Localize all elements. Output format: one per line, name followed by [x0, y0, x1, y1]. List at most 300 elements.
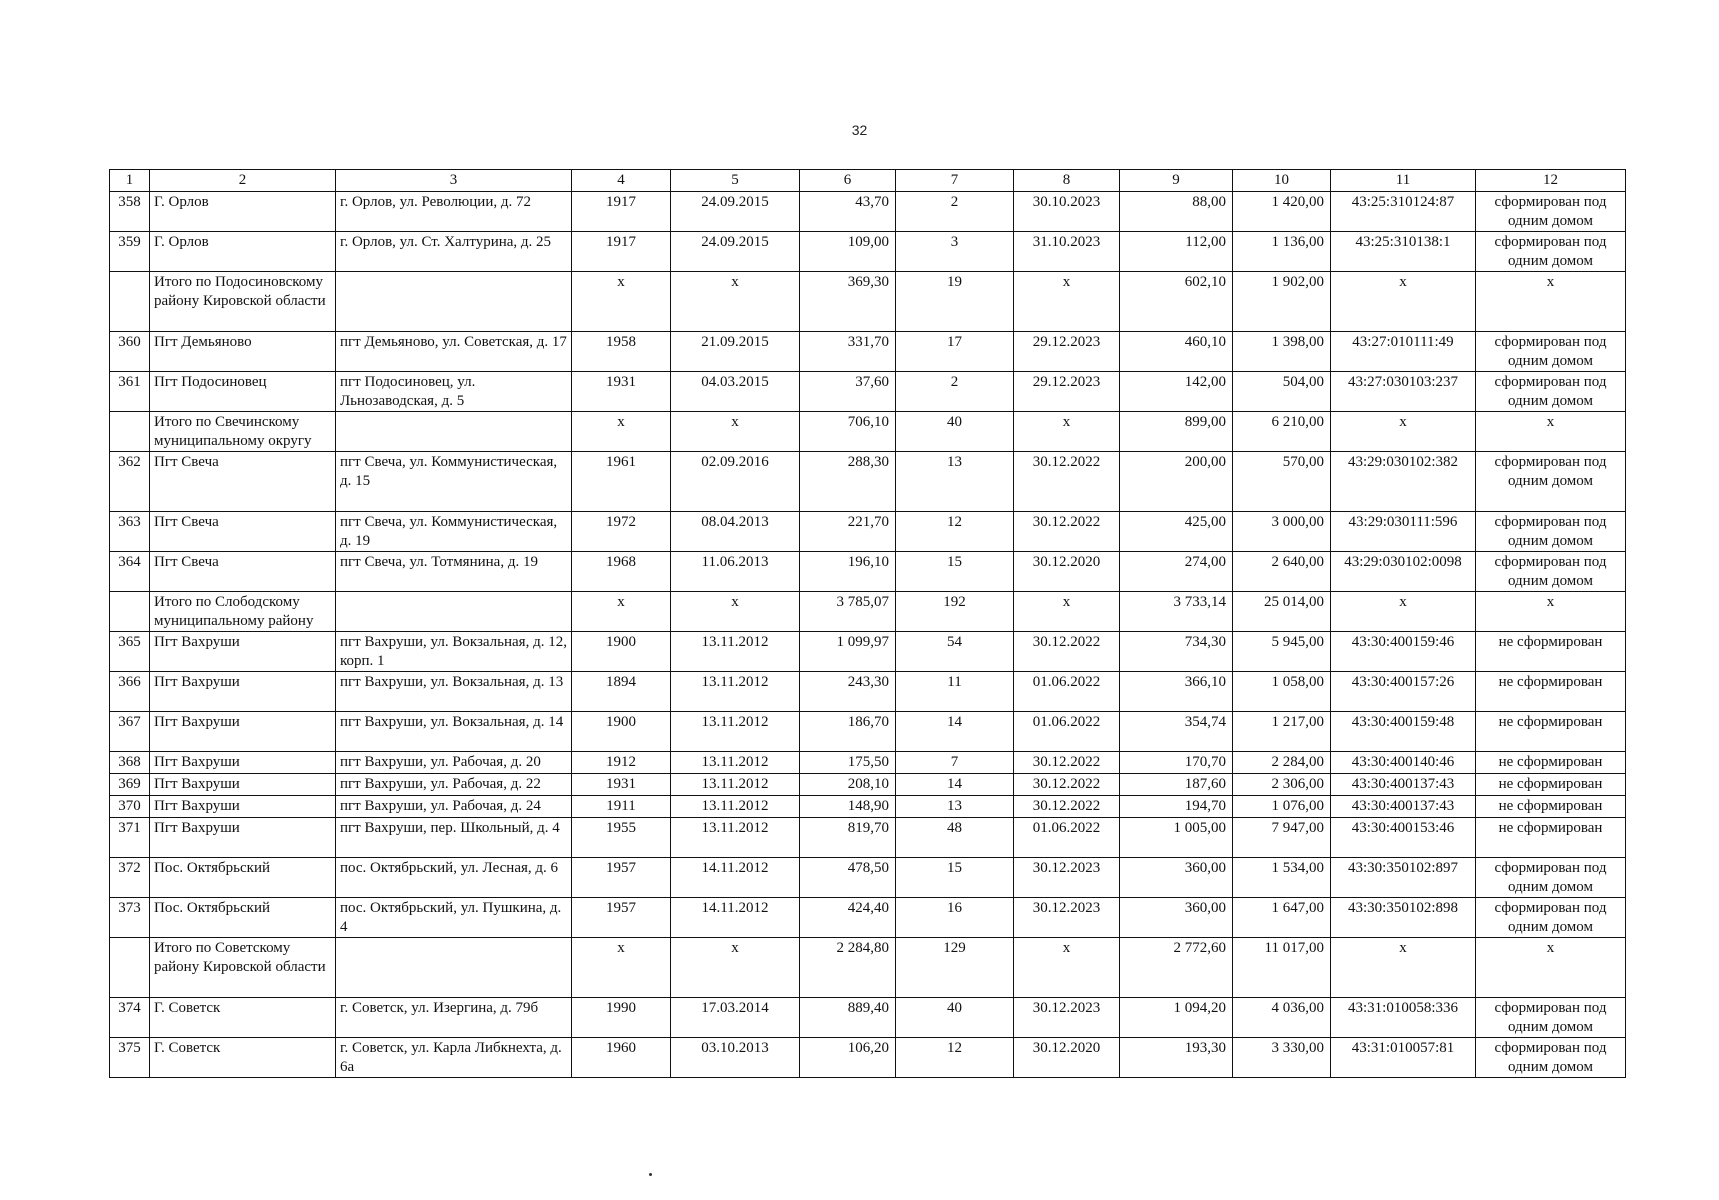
table-row [110, 452, 1626, 512]
land-area-cell: 193,30 [1120, 1038, 1233, 1078]
land-area-cell: 734,30 [1120, 632, 1233, 672]
recognition-date-cell: 03.10.2013 [671, 1038, 800, 1078]
table-row [110, 332, 1626, 372]
table-row [110, 232, 1626, 272]
resettlement-date-cell: 30.12.2023 [1014, 858, 1120, 898]
cadastre-number-cell: 43:30:400137:43 [1331, 774, 1476, 796]
row-number: 360 [110, 332, 150, 372]
year-cell: 1957 [572, 858, 671, 898]
cadastre-number-cell: 43:30:400137:43 [1331, 796, 1476, 818]
area-cell: 243,30 [800, 672, 896, 712]
land-status-cell: не сформирован [1476, 796, 1626, 818]
year-cell: 1961 [572, 452, 671, 512]
year-cell: 1931 [572, 372, 671, 412]
recognition-date-cell: 21.09.2015 [671, 332, 800, 372]
area-cell: 706,10 [800, 412, 896, 452]
cadastre-number-cell: 43:29:030102:0098 [1331, 552, 1476, 592]
recognition-date-cell: 08.04.2013 [671, 512, 800, 552]
amount-cell: 11 017,00 [1233, 938, 1331, 998]
land-status-cell: сформирован под одним домом [1476, 1038, 1626, 1078]
land-area-cell: 425,00 [1120, 512, 1233, 552]
col-header: 10 [1233, 170, 1331, 192]
land-area-cell: 194,70 [1120, 796, 1233, 818]
residents-cell: 19 [896, 272, 1014, 332]
locality-cell: Пгт Вахруши [150, 818, 336, 858]
area-cell: 148,90 [800, 796, 896, 818]
land-area-cell: 354,74 [1120, 712, 1233, 752]
land-area-cell: 360,00 [1120, 858, 1233, 898]
land-status-cell: не сформирован [1476, 672, 1626, 712]
row-number: 367 [110, 712, 150, 752]
land-status-cell: не сформирован [1476, 818, 1626, 858]
resettlement-date-cell: 29.12.2023 [1014, 372, 1120, 412]
resettlement-date-cell: 30.10.2023 [1014, 192, 1120, 232]
land-area-cell: 112,00 [1120, 232, 1233, 272]
area-cell: 331,70 [800, 332, 896, 372]
cadastre-number-cell: 43:27:030103:237 [1331, 372, 1476, 412]
land-status-cell: x [1476, 272, 1626, 332]
area-cell: 208,10 [800, 774, 896, 796]
cadastre-number-cell: x [1331, 412, 1476, 452]
address-cell [336, 272, 572, 332]
year-cell: 1917 [572, 192, 671, 232]
cadastre-number-cell: 43:27:010111:49 [1331, 332, 1476, 372]
address-cell: г. Советск, ул. Карла Либкнехта, д. 6а [336, 1038, 572, 1078]
amount-cell: 1 534,00 [1233, 858, 1331, 898]
resettlement-date-cell: 30.12.2022 [1014, 774, 1120, 796]
address-cell: пгт Вахруши, ул. Вокзальная, д. 13 [336, 672, 572, 712]
row-number: 358 [110, 192, 150, 232]
land-status-cell: сформирован под одним домом [1476, 998, 1626, 1038]
land-status-cell: x [1476, 592, 1626, 632]
col-header: 8 [1014, 170, 1120, 192]
land-status-cell: сформирован под одним домом [1476, 452, 1626, 512]
resettlement-date-cell: 30.12.2022 [1014, 632, 1120, 672]
resettlement-date-cell: 30.12.2020 [1014, 552, 1120, 592]
locality-cell: Пгт Вахруши [150, 672, 336, 712]
locality-cell: Итого по Свечинскому муниципальному округу [150, 412, 336, 452]
residents-cell: 13 [896, 796, 1014, 818]
recognition-date-cell: 14.11.2012 [671, 858, 800, 898]
area-cell: 186,70 [800, 712, 896, 752]
land-status-cell: сформирован под одним домом [1476, 858, 1626, 898]
table-row [110, 796, 1626, 818]
col-header: 3 [336, 170, 572, 192]
column-number-row [110, 170, 1626, 192]
area-cell: 175,50 [800, 752, 896, 774]
row-number: 369 [110, 774, 150, 796]
col-header: 5 [671, 170, 800, 192]
year-cell: 1911 [572, 796, 671, 818]
amount-cell: 7 947,00 [1233, 818, 1331, 858]
table-row [110, 552, 1626, 592]
amount-cell: 25 014,00 [1233, 592, 1331, 632]
year-cell: 1894 [572, 672, 671, 712]
address-cell: г. Орлов, ул. Революции, д. 72 [336, 192, 572, 232]
resettlement-date-cell: 30.12.2022 [1014, 452, 1120, 512]
area-cell: 221,70 [800, 512, 896, 552]
recognition-date-cell: 17.03.2014 [671, 998, 800, 1038]
col-header: 6 [800, 170, 896, 192]
row-number [110, 272, 150, 332]
row-number [110, 938, 150, 998]
address-cell: пгт Вахруши, ул. Вокзальная, д. 14 [336, 712, 572, 752]
subtotal-row [110, 592, 1626, 632]
cadastre-number-cell: 43:31:010057:81 [1331, 1038, 1476, 1078]
row-number: 374 [110, 998, 150, 1038]
residents-cell: 14 [896, 712, 1014, 752]
resettlement-date-cell: 01.06.2022 [1014, 672, 1120, 712]
amount-cell: 1 058,00 [1233, 672, 1331, 712]
amount-cell: 1 647,00 [1233, 898, 1331, 938]
locality-cell: Пгт Демьяново [150, 332, 336, 372]
residents-cell: 7 [896, 752, 1014, 774]
recognition-date-cell: 13.11.2012 [671, 796, 800, 818]
amount-cell: 504,00 [1233, 372, 1331, 412]
recognition-date-cell: x [671, 592, 800, 632]
address-cell: пгт Демьяново, ул. Советская, д. 17 [336, 332, 572, 372]
year-cell: 1955 [572, 818, 671, 858]
residents-cell: 3 [896, 232, 1014, 272]
amount-cell: 6 210,00 [1233, 412, 1331, 452]
address-cell [336, 592, 572, 632]
land-status-cell: не сформирован [1476, 774, 1626, 796]
resettlement-date-cell: 30.12.2022 [1014, 752, 1120, 774]
col-header: 11 [1331, 170, 1476, 192]
address-cell [336, 938, 572, 998]
col-header: 4 [572, 170, 671, 192]
cadastre-number-cell: x [1331, 272, 1476, 332]
cadastre-number-cell: 43:30:350102:897 [1331, 858, 1476, 898]
cadastre-number-cell: 43:25:310138:1 [1331, 232, 1476, 272]
table-row [110, 712, 1626, 752]
col-header: 7 [896, 170, 1014, 192]
address-cell: пгт Подосиновец, ул. Льнозаводская, д. 5 [336, 372, 572, 412]
land-area-cell: 460,10 [1120, 332, 1233, 372]
year-cell: x [572, 938, 671, 998]
area-cell: 288,30 [800, 452, 896, 512]
address-cell: пгт Свеча, ул. Коммунистическая, д. 15 [336, 452, 572, 512]
resettlement-date-cell: x [1014, 412, 1120, 452]
recognition-date-cell: 13.11.2012 [671, 774, 800, 796]
resettlement-date-cell: 30.12.2023 [1014, 898, 1120, 938]
land-status-cell: сформирован под одним домом [1476, 552, 1626, 592]
residents-cell: 40 [896, 998, 1014, 1038]
residents-cell: 192 [896, 592, 1014, 632]
residents-cell: 14 [896, 774, 1014, 796]
row-number: 375 [110, 1038, 150, 1078]
amount-cell: 1 902,00 [1233, 272, 1331, 332]
year-cell: x [572, 592, 671, 632]
cadastre-number-cell: 43:30:400157:26 [1331, 672, 1476, 712]
residents-cell: 12 [896, 512, 1014, 552]
cadastre-number-cell: 43:30:400140:46 [1331, 752, 1476, 774]
amount-cell: 2 284,00 [1233, 752, 1331, 774]
cadastre-number-cell: 43:30:400153:46 [1331, 818, 1476, 858]
amount-cell: 2 306,00 [1233, 774, 1331, 796]
recognition-date-cell: 11.06.2013 [671, 552, 800, 592]
amount-cell: 570,00 [1233, 452, 1331, 512]
page-number: 32 [851, 122, 868, 138]
amount-cell: 1 217,00 [1233, 712, 1331, 752]
amount-cell: 3 000,00 [1233, 512, 1331, 552]
amount-cell: 5 945,00 [1233, 632, 1331, 672]
address-cell: пгт Вахруши, пер. Школьный, д. 4 [336, 818, 572, 858]
year-cell: 1968 [572, 552, 671, 592]
table-row [110, 774, 1626, 796]
year-cell: 1912 [572, 752, 671, 774]
year-cell: 1972 [572, 512, 671, 552]
address-cell: пос. Октябрьский, ул. Лесная, д. 6 [336, 858, 572, 898]
row-number: 363 [110, 512, 150, 552]
land-area-cell: 170,70 [1120, 752, 1233, 774]
row-number: 373 [110, 898, 150, 938]
cadastre-number-cell: x [1331, 938, 1476, 998]
area-cell: 3 785,07 [800, 592, 896, 632]
area-cell: 196,10 [800, 552, 896, 592]
row-number: 372 [110, 858, 150, 898]
row-number: 361 [110, 372, 150, 412]
subtotal-row [110, 412, 1626, 452]
row-number: 364 [110, 552, 150, 592]
address-cell: пгт Вахруши, ул. Рабочая, д. 22 [336, 774, 572, 796]
land-status-cell: сформирован под одним домом [1476, 372, 1626, 412]
area-cell: 2 284,80 [800, 938, 896, 998]
residents-cell: 48 [896, 818, 1014, 858]
col-header: 1 [110, 170, 150, 192]
resettlement-date-cell: 31.10.2023 [1014, 232, 1120, 272]
table-row [110, 672, 1626, 712]
table-row [110, 632, 1626, 672]
locality-cell: Итого по Подосиновскому району Кировской области [150, 272, 336, 332]
amount-cell: 4 036,00 [1233, 998, 1331, 1038]
amount-cell: 1 420,00 [1233, 192, 1331, 232]
resettlement-date-cell: x [1014, 592, 1120, 632]
row-number: 362 [110, 452, 150, 512]
area-cell: 819,70 [800, 818, 896, 858]
land-status-cell: сформирован под одним домом [1476, 332, 1626, 372]
col-header: 12 [1476, 170, 1626, 192]
year-cell: 1900 [572, 712, 671, 752]
residents-cell: 13 [896, 452, 1014, 512]
land-status-cell: сформирован под одним домом [1476, 512, 1626, 552]
row-number: 359 [110, 232, 150, 272]
table-row [110, 192, 1626, 232]
resettlement-date-cell: 29.12.2023 [1014, 332, 1120, 372]
recognition-date-cell: x [671, 412, 800, 452]
land-status-cell: x [1476, 938, 1626, 998]
col-header: 9 [1120, 170, 1233, 192]
table-body [110, 192, 1626, 1078]
locality-cell: Пгт Вахруши [150, 712, 336, 752]
recognition-date-cell: 24.09.2015 [671, 192, 800, 232]
land-status-cell: не сформирован [1476, 712, 1626, 752]
table-row [110, 372, 1626, 412]
address-cell: пгт Свеча, ул. Коммунистическая, д. 19 [336, 512, 572, 552]
cadastre-number-cell: 43:30:350102:898 [1331, 898, 1476, 938]
table-row [110, 1038, 1626, 1078]
locality-cell: Пгт Вахруши [150, 632, 336, 672]
land-area-cell: 899,00 [1120, 412, 1233, 452]
recognition-date-cell: x [671, 272, 800, 332]
area-cell: 889,40 [800, 998, 896, 1038]
amount-cell: 3 330,00 [1233, 1038, 1331, 1078]
resettlement-date-cell: 30.12.2023 [1014, 998, 1120, 1038]
locality-cell: Пгт Свеча [150, 552, 336, 592]
locality-cell: Г. Советск [150, 998, 336, 1038]
col-header: 2 [150, 170, 336, 192]
locality-cell: Итого по Слободскому муниципальному району [150, 592, 336, 632]
scan-dot [649, 1173, 652, 1176]
land-status-cell: сформирован под одним домом [1476, 898, 1626, 938]
row-number [110, 412, 150, 452]
area-cell: 109,00 [800, 232, 896, 272]
year-cell: 1931 [572, 774, 671, 796]
locality-cell: Пгт Вахруши [150, 752, 336, 774]
recognition-date-cell: 24.09.2015 [671, 232, 800, 272]
year-cell: 1958 [572, 332, 671, 372]
row-number: 366 [110, 672, 150, 712]
land-area-cell: 360,00 [1120, 898, 1233, 938]
subtotal-row [110, 272, 1626, 332]
year-cell: 1917 [572, 232, 671, 272]
address-cell: пгт Вахруши, ул. Рабочая, д. 20 [336, 752, 572, 774]
recognition-date-cell: 13.11.2012 [671, 712, 800, 752]
address-cell: пгт Свеча, ул. Тотмянина, д. 19 [336, 552, 572, 592]
recognition-date-cell: 13.11.2012 [671, 672, 800, 712]
residents-cell: 54 [896, 632, 1014, 672]
address-cell: пос. Октябрьский, ул. Пушкина, д. 4 [336, 898, 572, 938]
locality-cell: Пос. Октябрьский [150, 898, 336, 938]
recognition-date-cell: x [671, 938, 800, 998]
recognition-date-cell: 13.11.2012 [671, 752, 800, 774]
cadastre-number-cell: x [1331, 592, 1476, 632]
locality-cell: Пгт Вахруши [150, 774, 336, 796]
row-number: 371 [110, 818, 150, 858]
land-status-cell: x [1476, 412, 1626, 452]
year-cell: 1957 [572, 898, 671, 938]
year-cell: x [572, 412, 671, 452]
land-status-cell: не сформирован [1476, 632, 1626, 672]
land-area-cell: 1 094,20 [1120, 998, 1233, 1038]
cadastre-number-cell: 43:25:310124:87 [1331, 192, 1476, 232]
amount-cell: 1 076,00 [1233, 796, 1331, 818]
address-cell: г. Орлов, ул. Ст. Халтурина, д. 25 [336, 232, 572, 272]
residents-cell: 15 [896, 552, 1014, 592]
year-cell: 1900 [572, 632, 671, 672]
resettlement-date-cell: 30.12.2022 [1014, 796, 1120, 818]
locality-cell: Г. Орлов [150, 192, 336, 232]
table-row [110, 858, 1626, 898]
recognition-date-cell: 13.11.2012 [671, 632, 800, 672]
land-area-cell: 2 772,60 [1120, 938, 1233, 998]
residents-cell: 17 [896, 332, 1014, 372]
land-area-cell: 88,00 [1120, 192, 1233, 232]
resettlement-date-cell: 30.12.2020 [1014, 1038, 1120, 1078]
land-area-cell: 274,00 [1120, 552, 1233, 592]
recognition-date-cell: 14.11.2012 [671, 898, 800, 938]
recognition-date-cell: 04.03.2015 [671, 372, 800, 412]
address-cell: пгт Вахруши, ул. Рабочая, д. 24 [336, 796, 572, 818]
land-area-cell: 366,10 [1120, 672, 1233, 712]
resettlement-date-cell: x [1014, 938, 1120, 998]
year-cell: 1990 [572, 998, 671, 1038]
row-number: 368 [110, 752, 150, 774]
residents-cell: 15 [896, 858, 1014, 898]
resettlement-date-cell: 01.06.2022 [1014, 818, 1120, 858]
land-area-cell: 187,60 [1120, 774, 1233, 796]
land-status-cell: не сформирован [1476, 752, 1626, 774]
residents-cell: 11 [896, 672, 1014, 712]
resettlement-date-cell: 01.06.2022 [1014, 712, 1120, 752]
cadastre-number-cell: 43:31:010058:336 [1331, 998, 1476, 1038]
housing-register-table [109, 169, 1626, 1078]
land-area-cell: 1 005,00 [1120, 818, 1233, 858]
residents-cell: 2 [896, 372, 1014, 412]
address-cell: г. Советск, ул. Изергина, д. 79б [336, 998, 572, 1038]
locality-cell: Г. Орлов [150, 232, 336, 272]
locality-cell: Итого по Советскому району Кировской области [150, 938, 336, 998]
land-status-cell: сформирован под одним домом [1476, 232, 1626, 272]
address-cell: пгт Вахруши, ул. Вокзальная, д. 12, корп. 1 [336, 632, 572, 672]
table-row [110, 752, 1626, 774]
residents-cell: 2 [896, 192, 1014, 232]
land-area-cell: 142,00 [1120, 372, 1233, 412]
cadastre-number-cell: 43:30:400159:46 [1331, 632, 1476, 672]
table-row [110, 818, 1626, 858]
locality-cell: Пгт Свеча [150, 512, 336, 552]
row-number: 370 [110, 796, 150, 818]
area-cell: 1 099,97 [800, 632, 896, 672]
area-cell: 478,50 [800, 858, 896, 898]
area-cell: 369,30 [800, 272, 896, 332]
locality-cell: Г. Советск [150, 1038, 336, 1078]
recognition-date-cell: 13.11.2012 [671, 818, 800, 858]
area-cell: 106,20 [800, 1038, 896, 1078]
locality-cell: Пгт Подосиновец [150, 372, 336, 412]
year-cell: x [572, 272, 671, 332]
table-row [110, 512, 1626, 552]
residents-cell: 40 [896, 412, 1014, 452]
table-row [110, 998, 1626, 1038]
amount-cell: 1 136,00 [1233, 232, 1331, 272]
land-status-cell: сформирован под одним домом [1476, 192, 1626, 232]
row-number: 365 [110, 632, 150, 672]
subtotal-row [110, 938, 1626, 998]
address-cell [336, 412, 572, 452]
land-area-cell: 3 733,14 [1120, 592, 1233, 632]
area-cell: 424,40 [800, 898, 896, 938]
cadastre-number-cell: 43:29:030102:382 [1331, 452, 1476, 512]
cadastre-number-cell: 43:29:030111:596 [1331, 512, 1476, 552]
amount-cell: 1 398,00 [1233, 332, 1331, 372]
land-area-cell: 602,10 [1120, 272, 1233, 332]
table-row [110, 898, 1626, 938]
cadastre-number-cell: 43:30:400159:48 [1331, 712, 1476, 752]
residents-cell: 16 [896, 898, 1014, 938]
amount-cell: 2 640,00 [1233, 552, 1331, 592]
row-number [110, 592, 150, 632]
year-cell: 1960 [572, 1038, 671, 1078]
area-cell: 43,70 [800, 192, 896, 232]
residents-cell: 129 [896, 938, 1014, 998]
locality-cell: Пгт Вахруши [150, 796, 336, 818]
recognition-date-cell: 02.09.2016 [671, 452, 800, 512]
land-area-cell: 200,00 [1120, 452, 1233, 512]
area-cell: 37,60 [800, 372, 896, 412]
locality-cell: Пгт Свеча [150, 452, 336, 512]
residents-cell: 12 [896, 1038, 1014, 1078]
